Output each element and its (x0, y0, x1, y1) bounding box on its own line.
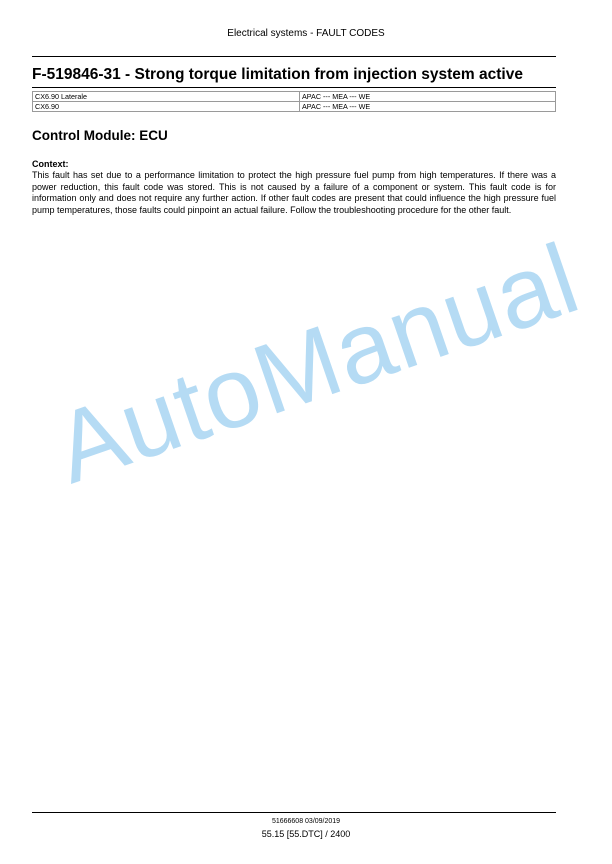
running-header: Electrical systems - FAULT CODES (227, 28, 385, 39)
title-divider (32, 87, 556, 88)
model-cell: CX6.90 (33, 102, 300, 112)
model-cell: CX6.90 Laterale (33, 92, 300, 102)
watermark: AutoManual (41, 222, 593, 505)
table-row (33, 102, 556, 112)
control-module-heading: Control Module: ECU (32, 128, 168, 143)
header-divider (32, 56, 556, 57)
regions-cell: APAC --- MEA --- WE (300, 92, 556, 102)
models-table (32, 91, 556, 112)
footer-page-number: 55.15 [55.DTC] / 2400 (261, 829, 351, 839)
context-label: Context: (32, 159, 69, 169)
footer-divider (32, 812, 556, 813)
footer-doc-id: 51666608 03/09/2019 (271, 818, 341, 825)
context-paragraph: This fault has set due to a performance limitation to protect the high pressure fuel pump from high temperatures. If there was a power reduction, this fault code was stored. This is not caused by a failure of a component or system. This fault code is for information only and does not require any further action. If other fault codes are present that could influence the high pressure fuel pump temperatures, those faults could pinpoint an actual failure. Follow the troubleshooting procedure for the other fault. (32, 170, 556, 215)
fault-title: F-519846-31 - Strong torque limitation from injection system active (32, 66, 523, 83)
table-row (33, 92, 556, 102)
regions-cell: APAC --- MEA --- WE (300, 102, 556, 112)
